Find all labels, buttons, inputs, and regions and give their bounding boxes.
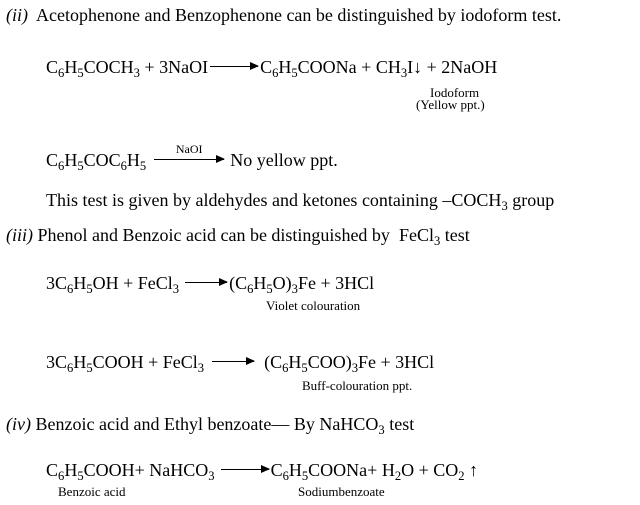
section-iv-heading: (iv) Benzoic acid and Ethyl benzoate— By NaHCO$_3$ test [6, 414, 415, 437]
precipitate-down-arrow-icon: ↓ [413, 57, 423, 77]
note-violet: Violet colouration [266, 298, 361, 313]
equation-benzophenone: $C_6H_5COC_6H_5$ NaOI No yellow ppt. [46, 142, 338, 173]
equation-phenol: $3C_6H_5OH$ + FeCl$_3$ $(C_6H_5O)_3Fe + 3HCl$ [46, 273, 375, 296]
reaction-arrow [212, 361, 254, 362]
note-yellow-ppt: (Yellow ppt.) [416, 97, 485, 112]
equation-bicarbonate: $C_6H_5COOH+$ NaHCO$_3$ $C_6H_5COONa+ H_2O + CO_2$ ↑ [46, 460, 479, 483]
note-benzoic-acid: Benzoic acid [58, 484, 126, 499]
reaction-arrow-naoi [154, 142, 224, 160]
reaction-arrow [185, 282, 227, 283]
arrow-label-naoi: NaOI [175, 142, 203, 157]
reaction-arrow [221, 469, 269, 470]
note-iodoform: Iodoform [430, 85, 480, 100]
section-iii-heading: (iii) Phenol and Benzoic acid can be distinguished by FeCl$_3$ test [6, 225, 470, 248]
equation-benzoic-fecl3: $3C_6H_5COOH$ + FeCl$_3$ $(C_6H_5COO)_3Fe + 3HCl$ [46, 352, 435, 375]
section-ii-footer: This test is given by aldehydes and ketones containing $-COCH_3$ group [46, 190, 555, 213]
note-buff: Buff-colouration ppt. [302, 378, 413, 393]
section-ii-heading: (ii) Acetophenone and Benzophenone can be distinguished by iodoform test. [6, 5, 562, 25]
reaction-arrow [210, 66, 258, 67]
note-sodium-benzoate: Sodiumbenzoate [298, 484, 385, 499]
equation-acetophenone: $C_6H_5COCH_3$ + 3NaOI $C_6H_5COONa$ + $CH_3I↓$ + 2NaOH [46, 57, 498, 80]
gas-up-arrow-icon: ↑ [469, 460, 479, 480]
